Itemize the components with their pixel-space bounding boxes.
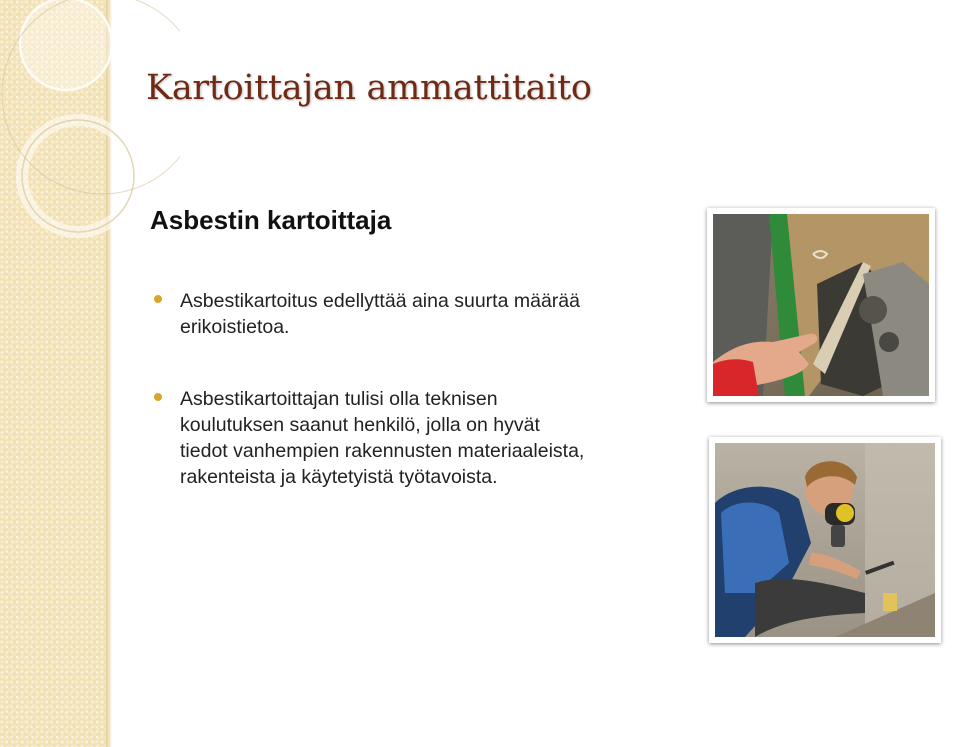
bullet-list <box>152 288 592 490</box>
bullet-text: Asbestikartoitus edellyttää aina suurta määrää erikoistietoa. <box>180 290 580 338</box>
asbestos-sample-hand-photo-icon <box>713 214 929 396</box>
bullet-dot-icon <box>154 393 162 401</box>
slide-subtitle: Asbestin kartoittaja <box>150 205 392 235</box>
slide-title: Kartoittajan ammattitaito <box>146 68 592 108</box>
bullet-item <box>152 288 592 340</box>
bullet-item <box>152 386 592 490</box>
bullet-text: Asbestikartoittajan tulisi olla teknisen koulutuksen saanut henkilö, jolla on hyvät tiedot vanhempien rakennusten materiaaleista, rakenteista ja käytetyistä työtavoista. <box>180 388 585 488</box>
photo-frame-bottom <box>709 437 941 643</box>
surveyor-with-respirator-photo-icon <box>715 443 935 637</box>
bullet-dot-icon <box>154 295 162 303</box>
photo-frame-top <box>707 208 935 402</box>
